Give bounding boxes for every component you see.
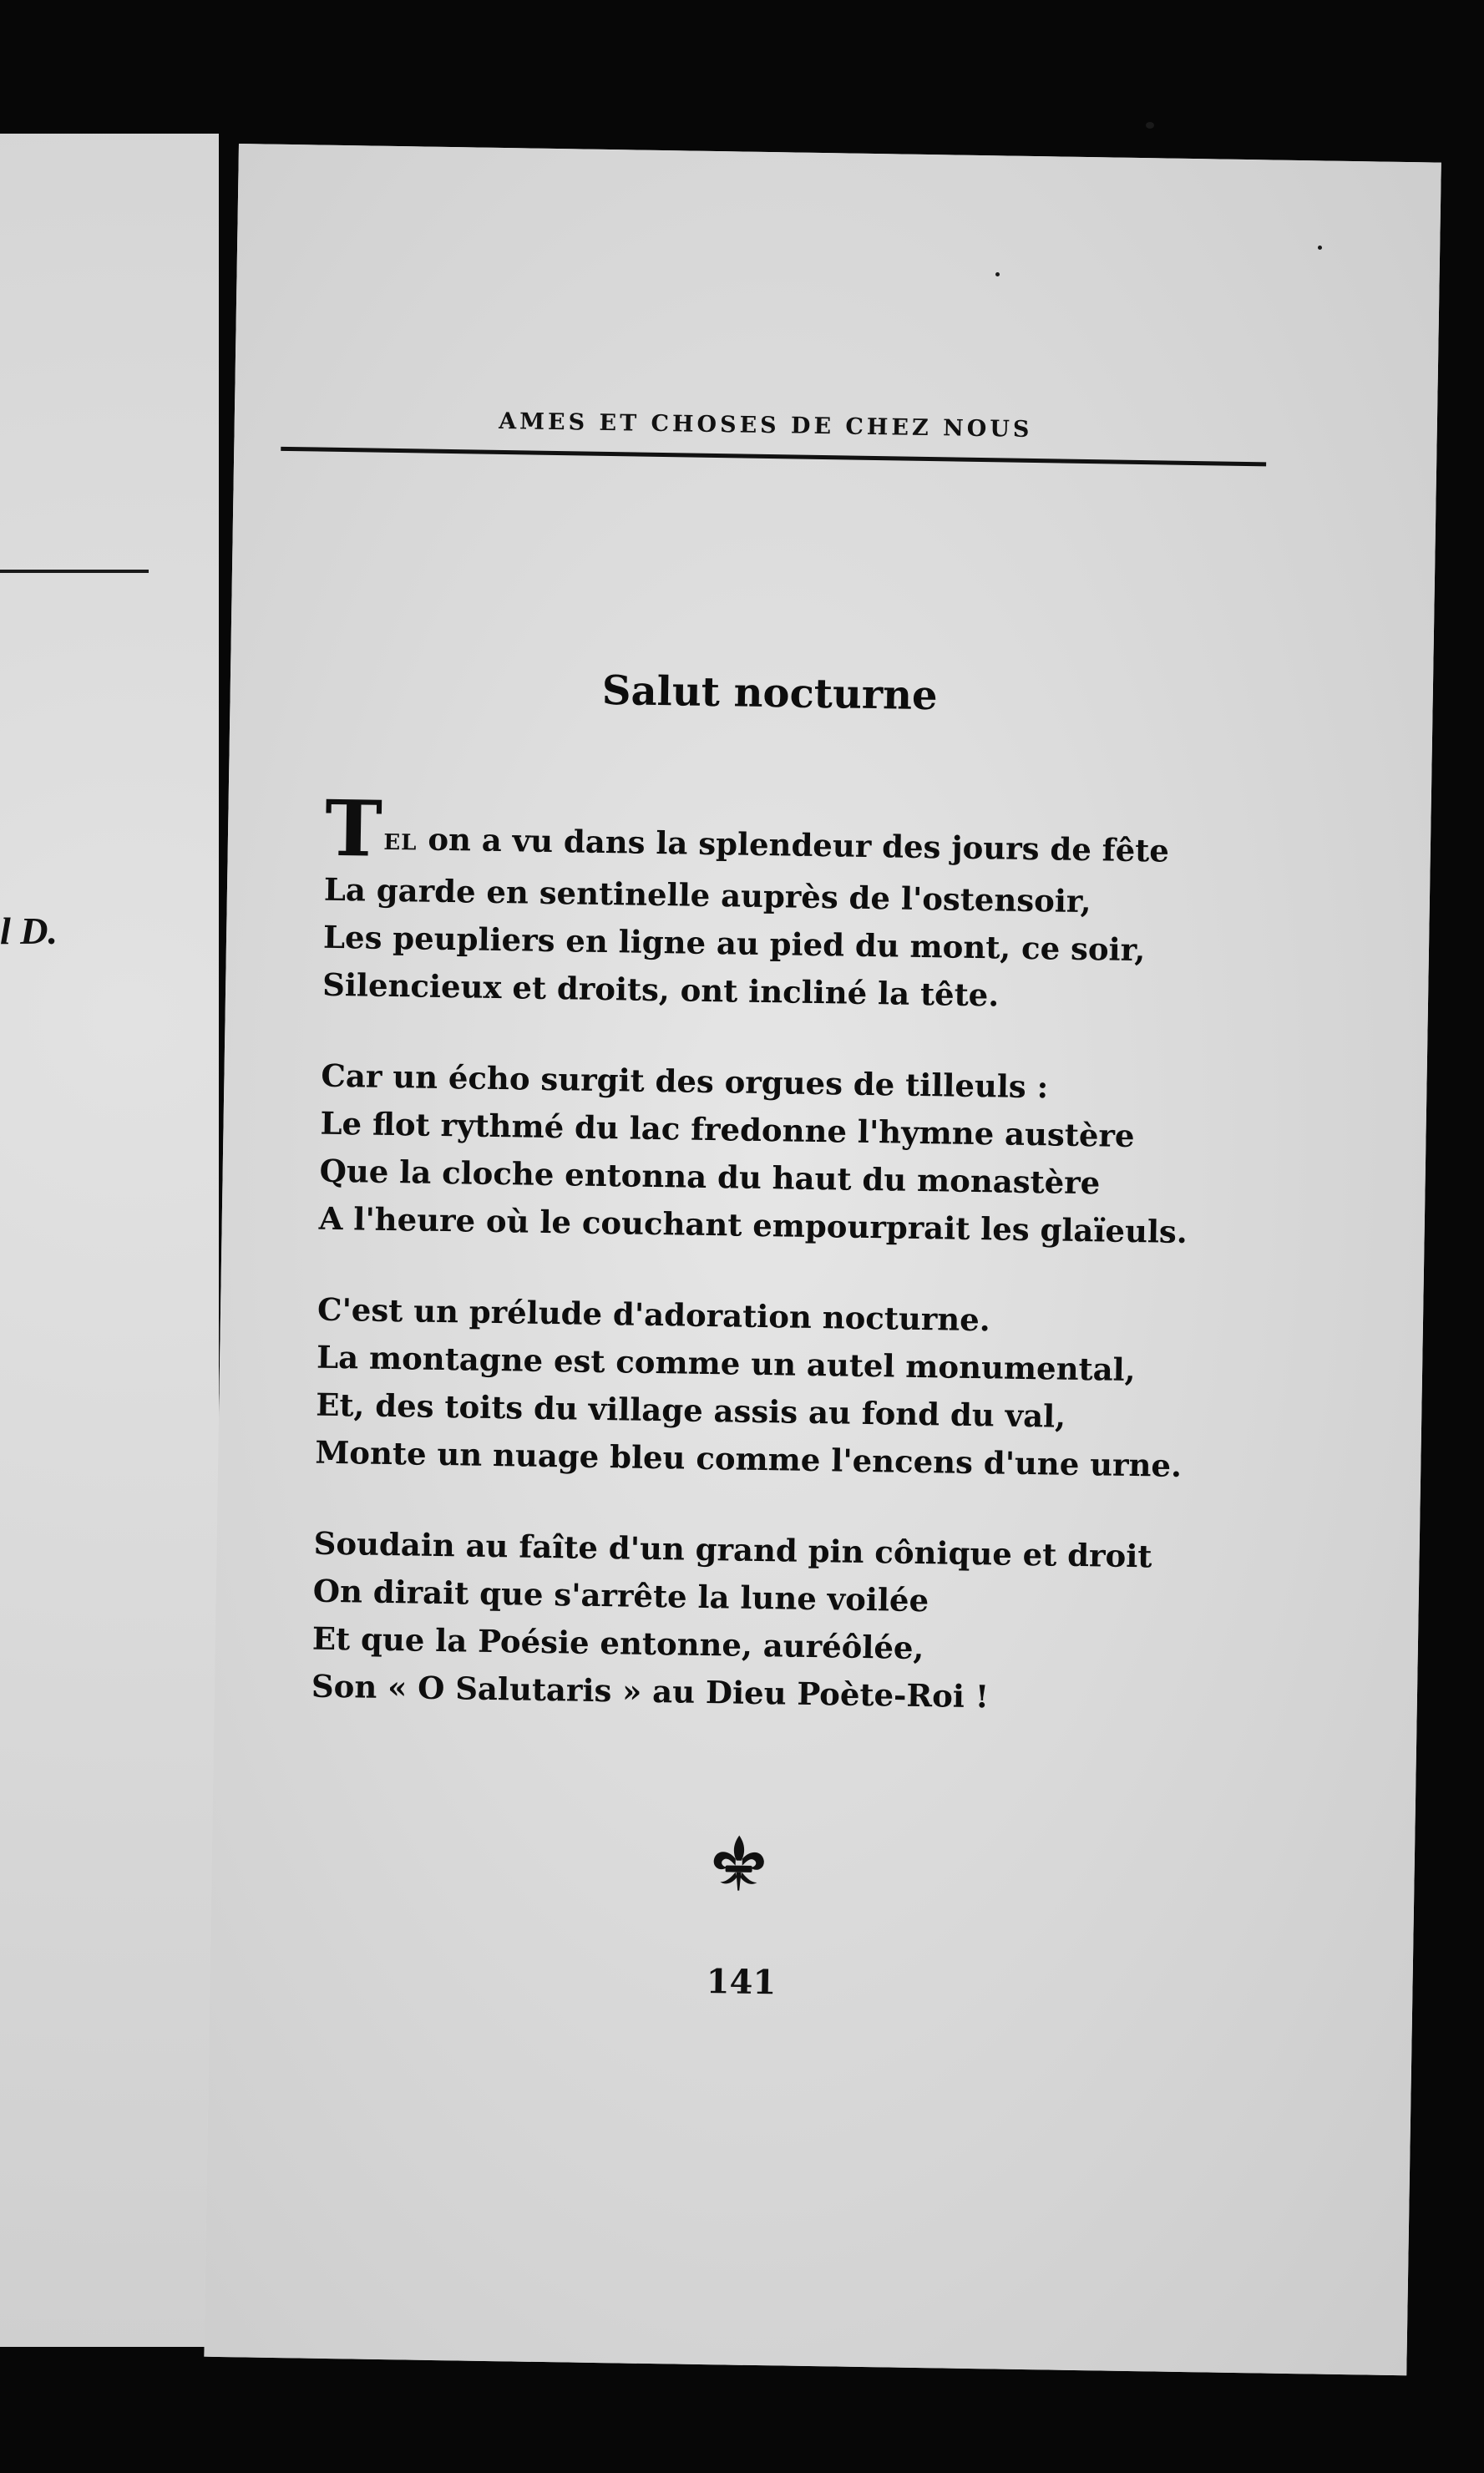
poem-line: Car un écho surgit des orgues de tilleuls : xyxy=(321,1057,1049,1106)
fleur-de-lis-icon xyxy=(705,1830,772,1898)
poem-line: Que la cloche entonna du haut du monastère xyxy=(319,1152,1101,1202)
poem-line: Et, des toits du village assis au fond du val, xyxy=(315,1386,1066,1435)
scan-speck xyxy=(1146,122,1154,129)
stanza-2 xyxy=(318,1052,1256,1258)
scan-speck xyxy=(1318,246,1322,250)
poem-line: Et que la Poésie entonne, auréôlée, xyxy=(311,1619,924,1667)
poem-line: Monte un nuage bleu comme l'encens d'une urne. xyxy=(315,1433,1183,1484)
running-head: AMES ET CHOSES DE CHEZ NOUS xyxy=(498,408,1033,443)
stanza-4 xyxy=(311,1520,1249,1726)
page-number: 141 xyxy=(706,1962,777,2003)
left-header-rule xyxy=(0,570,149,573)
scan-speck xyxy=(995,272,1000,276)
drop-cap: T xyxy=(324,783,383,874)
left-page-fragment: l D. xyxy=(0,910,58,952)
poem-line: La garde en sentinelle auprès de l'ostensoir, xyxy=(323,870,1091,920)
first-word-smallcaps: EL xyxy=(383,829,418,856)
stanza-1 xyxy=(322,783,1261,1024)
page-content xyxy=(286,144,1304,2003)
stanza-3 xyxy=(315,1286,1253,1492)
poem-line: Les peupliers en ligne au pied du mont, ce soir, xyxy=(322,918,1146,969)
left-page xyxy=(0,134,219,2347)
poem-line: Son « O Salutaris » au Dieu Poète-Roi ! xyxy=(311,1667,990,1715)
poem-title: Salut nocturne xyxy=(601,666,939,720)
poem-line: La montagne est comme un autel monumental, xyxy=(316,1338,1136,1389)
poem-line: Le flot rythmé du lac fredonne l'hymne austère xyxy=(320,1104,1135,1154)
poem-body xyxy=(311,783,1261,1768)
poem-line: On dirait que s'arrête la lune voilée xyxy=(312,1572,929,1619)
poem-line: A l'heure où le couchant empourprait les glaïeuls. xyxy=(318,1199,1188,1250)
first-line-text: on a vu dans la splendeur des jours de fête xyxy=(417,820,1170,869)
poem-line: Silencieux et droits, ont incliné la tête. xyxy=(322,965,1000,1014)
right-page xyxy=(204,144,1441,2375)
poem-line: Soudain au faîte d'un grand pin cônique et droit xyxy=(313,1524,1152,1575)
header-rule xyxy=(281,447,1266,467)
poem-line: C'est un prélude d'adoration nocturne. xyxy=(317,1290,991,1339)
